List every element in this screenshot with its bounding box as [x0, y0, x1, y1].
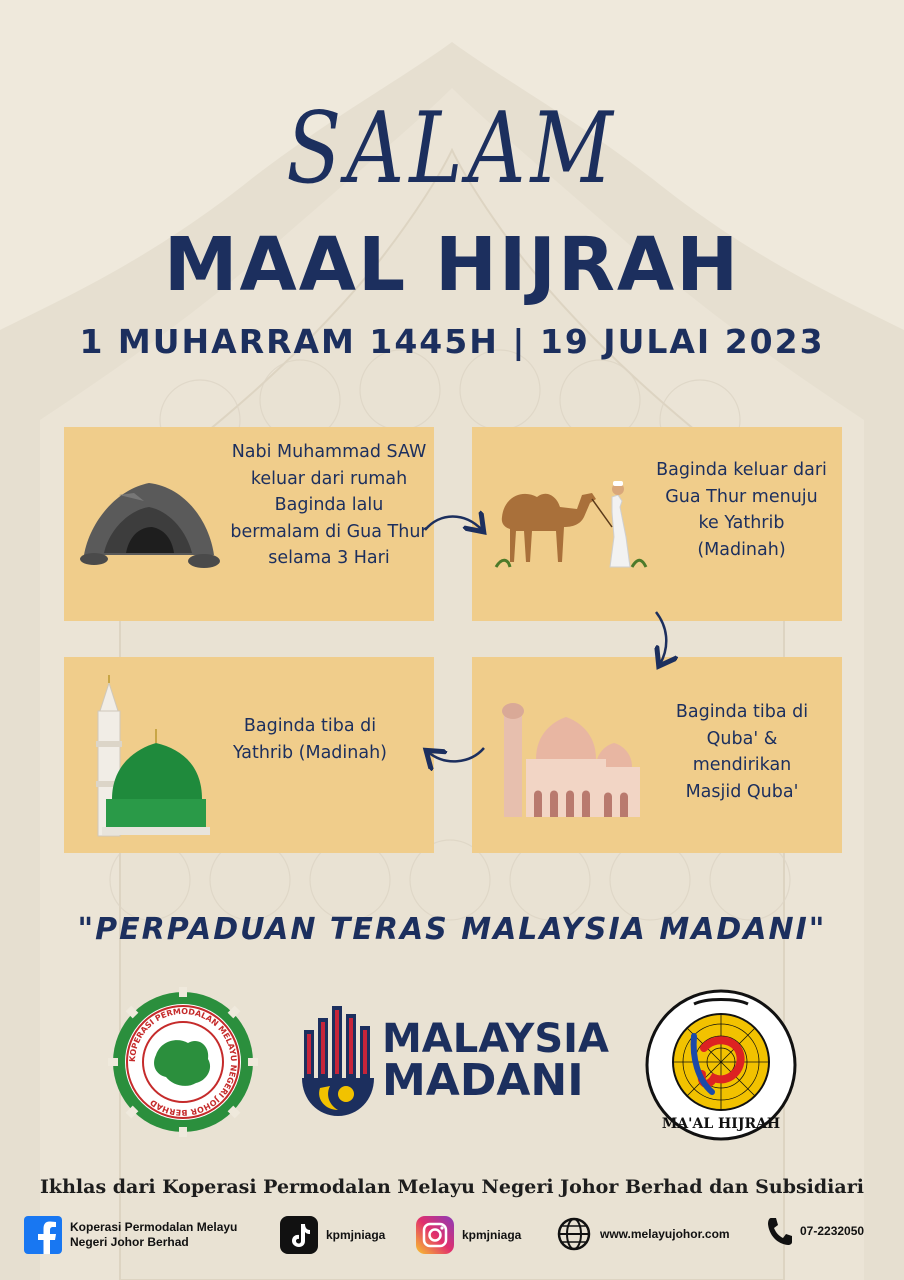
- maal-hijrah-logo: [644, 988, 798, 1142]
- footer-credit: Ikhlas dari Koperasi Permodalan Melayu Negeri Johor Berhad dan Subsidiari: [40, 1176, 864, 1198]
- maal-hijrah-title: MAAL HIJRAH: [163, 222, 741, 308]
- timeline-step-4-text: Baginda tiba di Yathrib (Madinah): [232, 716, 388, 763]
- arrow-step1-to-step2: [425, 517, 482, 531]
- facebook-line1: Koperasi Permodalan Melayu: [70, 1220, 238, 1234]
- facebook-icon: [24, 1216, 62, 1254]
- malaysia-madani-line2: MADANI: [382, 1055, 584, 1106]
- timeline-step-2-text: Baginda keluar dari Gua Thur menuju ke Yathrib (Madinah): [656, 460, 827, 560]
- phone-number: 07-2232050: [800, 1223, 865, 1238]
- timeline-step-1-text: Nabi Muhammad SAW keluar dari rumah Baginda lalu bermalam di Gua Thur selama 3 Hari: [230, 442, 428, 568]
- tiktok-handle: kpmjniaga: [326, 1227, 386, 1242]
- malaysia-madani-wordmark: [382, 1016, 609, 1106]
- instagram-handle: kpmjniaga: [462, 1227, 522, 1242]
- facebook-line2: Negeri Johor Berhad: [70, 1235, 189, 1249]
- tiktok-contact[interactable]: [280, 1216, 385, 1254]
- website-contact[interactable]: [556, 1216, 730, 1252]
- arrow-step3-to-step4: [428, 748, 484, 761]
- salam-script-title: SALAM: [286, 92, 618, 206]
- phone-contact[interactable]: [766, 1216, 864, 1246]
- facebook-contact[interactable]: [24, 1216, 237, 1254]
- maal-hijrah-logo-text: MA'AL HIJRAH: [661, 1116, 781, 1132]
- instagram-icon: [416, 1216, 454, 1254]
- kpmj-ring-text: KOPERASI PERMODALAN MELAYU NEGERI JOHOR BERHAD: [127, 1006, 239, 1118]
- malaysia-madani-emblem: [298, 1000, 378, 1120]
- kpmj-logo: [106, 985, 260, 1139]
- tagline: "PERPADUAN TERAS MALAYSIA MADANI": [77, 912, 827, 947]
- malaysia-madani-line1: MALAYSIA: [382, 1016, 609, 1062]
- instagram-contact[interactable]: [416, 1216, 521, 1254]
- arrow-step2-to-step3: [656, 612, 666, 664]
- tiktok-icon: [280, 1216, 318, 1254]
- phone-icon: [766, 1216, 792, 1246]
- globe-icon: [556, 1216, 592, 1252]
- website-url: www.melayujohor.com: [600, 1226, 730, 1241]
- timeline-step-3-text: Baginda tiba di Quba' & mendirikan Masjid Quba': [675, 702, 809, 802]
- date-line: 1 MUHARRAM 1445H | 19 JULAI 2023: [79, 322, 825, 361]
